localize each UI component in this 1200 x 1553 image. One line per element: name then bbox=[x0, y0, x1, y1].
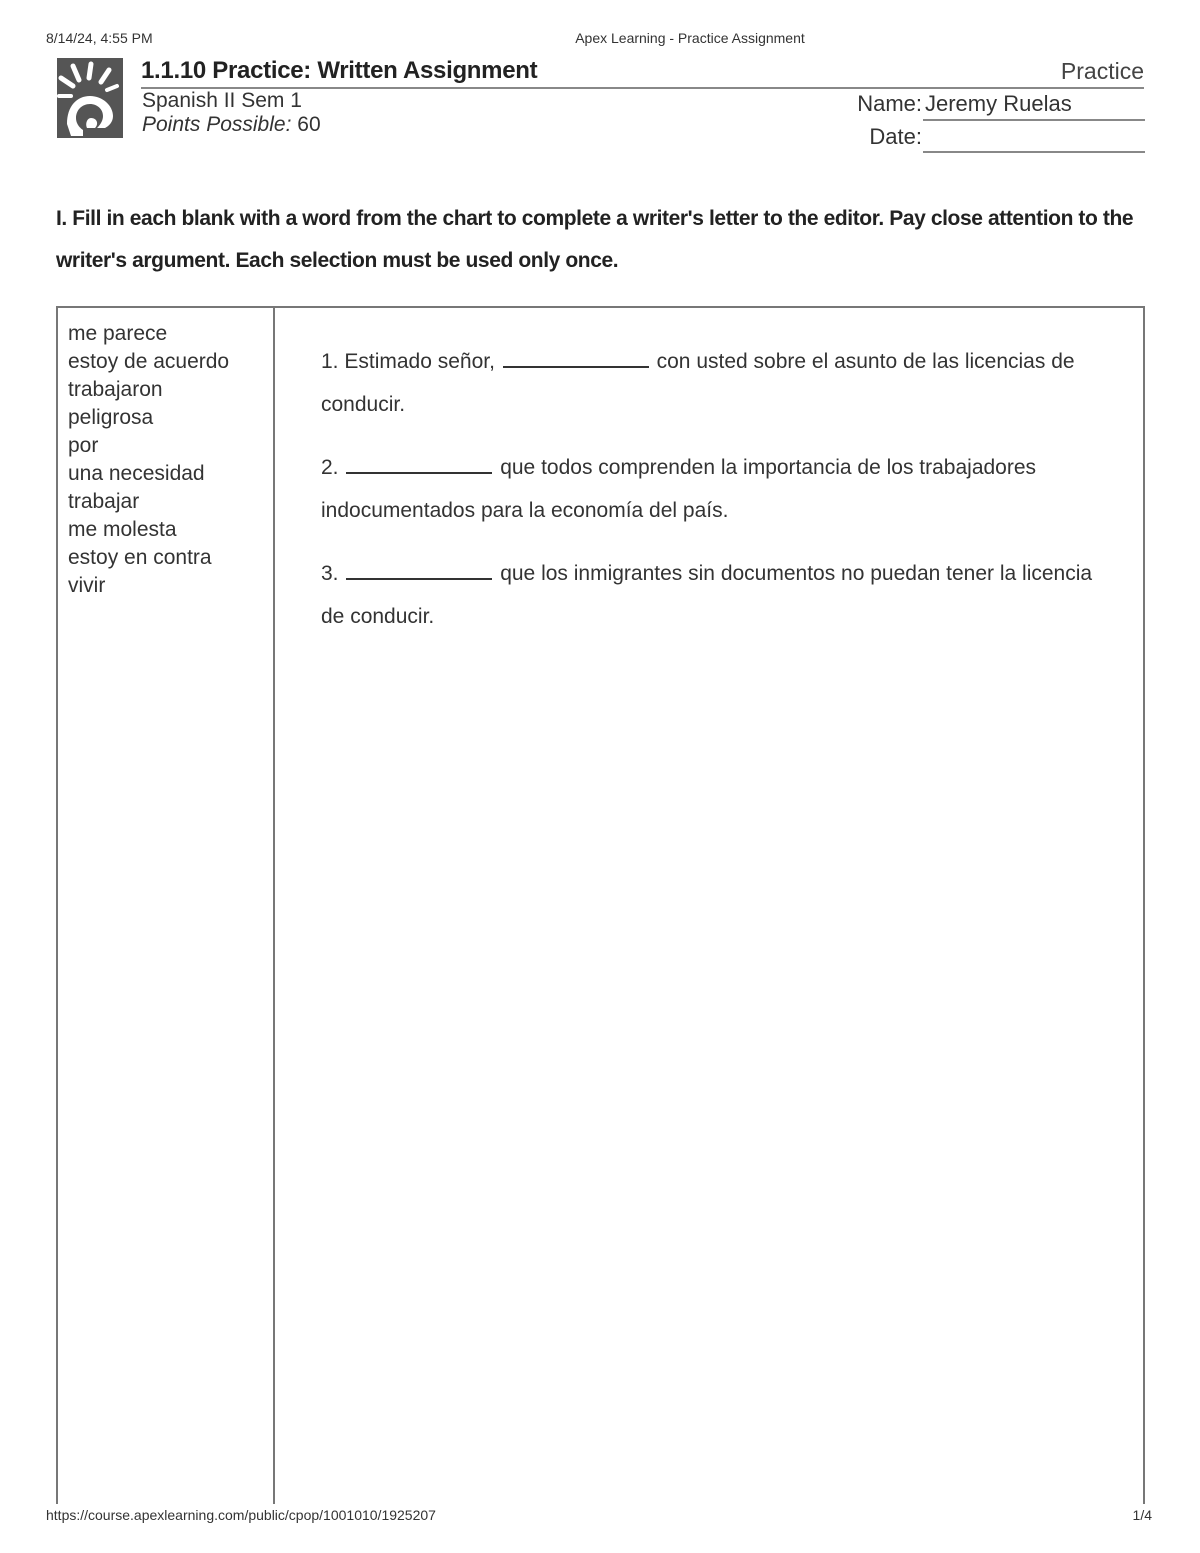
word-bank-item: vivir bbox=[68, 574, 106, 597]
word-bank-item: me molesta bbox=[68, 518, 177, 541]
assignment-type-label: Practice bbox=[1060, 58, 1144, 84]
sentence-2-blank[interactable] bbox=[346, 452, 492, 474]
word-bank-item: me parece bbox=[68, 322, 168, 345]
word-chart-table bbox=[56, 306, 1145, 1504]
name-label: Name: bbox=[857, 91, 922, 116]
sentence-3-before: 3. bbox=[321, 562, 339, 585]
sentence-3-blank[interactable] bbox=[346, 558, 492, 580]
sentence-1-after: con usted sobre el asunto de las licencias de conducir. bbox=[321, 350, 1075, 416]
sentence-3-after: que los inmigrantes sin documentos no puedan tener la licencia de conducir. bbox=[321, 562, 1093, 628]
points-value: 60 bbox=[297, 113, 321, 136]
sentence-2 bbox=[321, 446, 1113, 532]
word-bank-item: estoy en contra bbox=[68, 546, 212, 569]
word-bank-item: una necesidad bbox=[68, 462, 205, 485]
word-bank bbox=[58, 308, 275, 1504]
word-bank-item: peligrosa bbox=[68, 406, 154, 429]
word-bank-item: estoy de acuerdo bbox=[68, 350, 230, 373]
word-bank-item: trabajaron bbox=[68, 378, 163, 401]
print-page-title: Apex Learning - Practice Assignment bbox=[575, 30, 805, 46]
sentence-list bbox=[275, 308, 1143, 658]
sentence-1-before: 1. Estimado señor, bbox=[321, 350, 495, 373]
instructions: I. Fill in each blank with a word from the chart to complete a writer's letter to the editor. Pay close attention to the writer's argument. Each selection must be used only once. bbox=[56, 207, 1134, 272]
assignment-title: 1.1.10 Practice: Written Assignment bbox=[141, 57, 538, 84]
sentence-1 bbox=[321, 340, 1113, 426]
name-field[interactable]: Jeremy Ruelas bbox=[925, 91, 1072, 116]
print-page-indicator: 1/4 bbox=[1132, 1507, 1152, 1523]
sentence-1-blank[interactable] bbox=[503, 346, 649, 368]
date-label: Date: bbox=[869, 124, 922, 149]
date-field[interactable] bbox=[923, 151, 1145, 153]
word-bank-item: por bbox=[68, 434, 99, 457]
print-header bbox=[0, 30, 1200, 50]
sentence-2-after: que todos comprenden la importancia de los trabajadores indocumentados para la economía del país. bbox=[321, 456, 1037, 522]
print-url[interactable]: https://course.apexlearning.com/public/cpop/1001010/1925207 bbox=[46, 1507, 436, 1523]
points-label: Points Possible: bbox=[142, 113, 292, 136]
print-datetime: 8/14/24, 4:55 PM bbox=[46, 30, 153, 46]
course-name: Spanish II Sem 1 bbox=[142, 89, 302, 112]
sentence-3 bbox=[321, 552, 1113, 638]
points-possible bbox=[142, 113, 321, 137]
name-underline bbox=[923, 119, 1145, 121]
sentence-2-before: 2. bbox=[321, 456, 339, 479]
apex-lightbulb-logo-icon bbox=[57, 58, 123, 138]
word-bank-item: trabajar bbox=[68, 490, 140, 513]
print-footer bbox=[0, 1507, 1200, 1527]
